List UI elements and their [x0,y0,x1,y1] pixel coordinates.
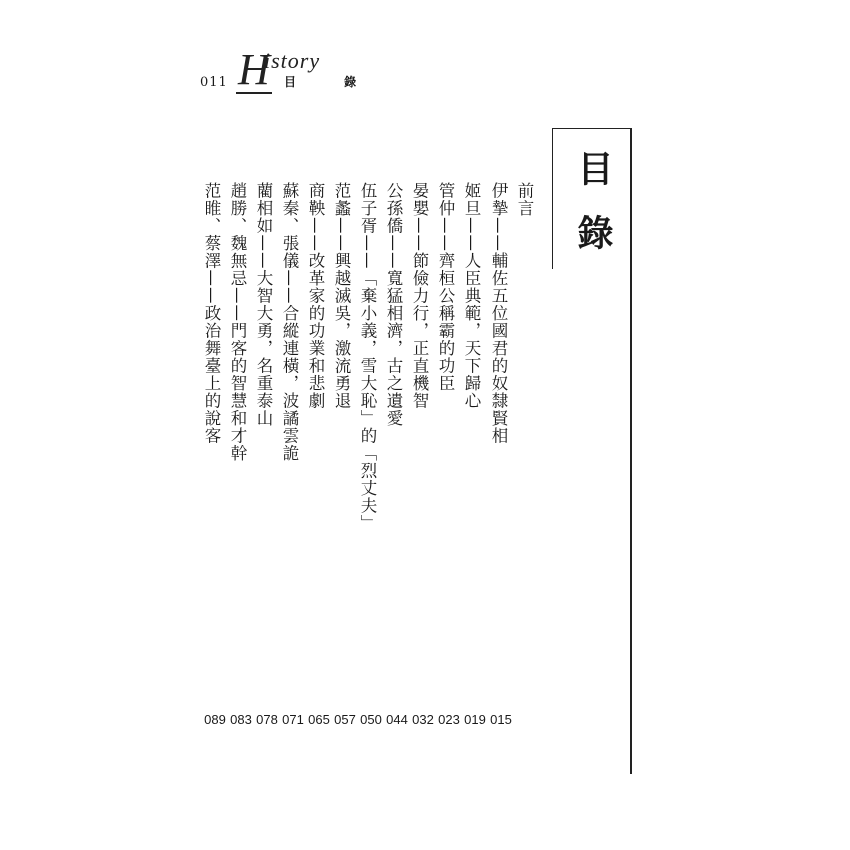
header-section-title: 目 錄 [284,75,379,89]
toc-page-number: 089 [204,712,226,727]
toc-page-number: 015 [490,712,512,727]
page-title: 目錄 [572,150,613,278]
history-logo-letter: H [238,45,270,94]
toc-page-number: 057 [334,712,356,727]
toc-entry: 伊摯——輔佐五位國君的奴隸賢相 [489,182,508,445]
toc-page-number: 078 [256,712,278,727]
toc-entry: 公孫僑——寬猛相濟，古之遺愛 [384,182,403,427]
history-logo-word: istory [264,48,321,73]
toc-entry: 范蠡——興越滅吳，激流勇退 [332,182,351,410]
toc-page-number: 032 [412,712,434,727]
toc-entry: 范睢、蔡澤——政治舞臺上的說客 [202,182,221,445]
toc-page-number: 071 [282,712,304,727]
toc-page-number: 050 [360,712,382,727]
toc-page-number: 083 [230,712,252,727]
toc-entry: 晏嬰——節儉力行，正直機智 [410,182,429,410]
toc-entry: 商鞅——改革家的功業和悲劇 [306,182,325,410]
toc-entry: 前言 [515,182,534,217]
toc-page-number: 065 [308,712,330,727]
toc-entry: 蘇秦、張儀——合縱連橫，波譎雲詭 [280,182,299,462]
toc-entry: 趙勝、魏無忌——門客的智慧和才幹 [228,182,247,462]
toc-page-number: 023 [438,712,460,727]
page-number: 011 [200,75,228,90]
toc-page-number: 019 [464,712,486,727]
toc-entry: 姬旦——人臣典範，天下歸心 [462,182,481,410]
toc-page-number: 044 [386,712,408,727]
toc-entry: 管仲——齊桓公稱霸的功臣 [436,182,455,392]
toc-entry: 伍子胥——「棄小義，雪大恥」的「烈丈夫」 [358,182,377,532]
toc-entry: 藺相如——大智大勇，名重泰山 [254,182,273,427]
